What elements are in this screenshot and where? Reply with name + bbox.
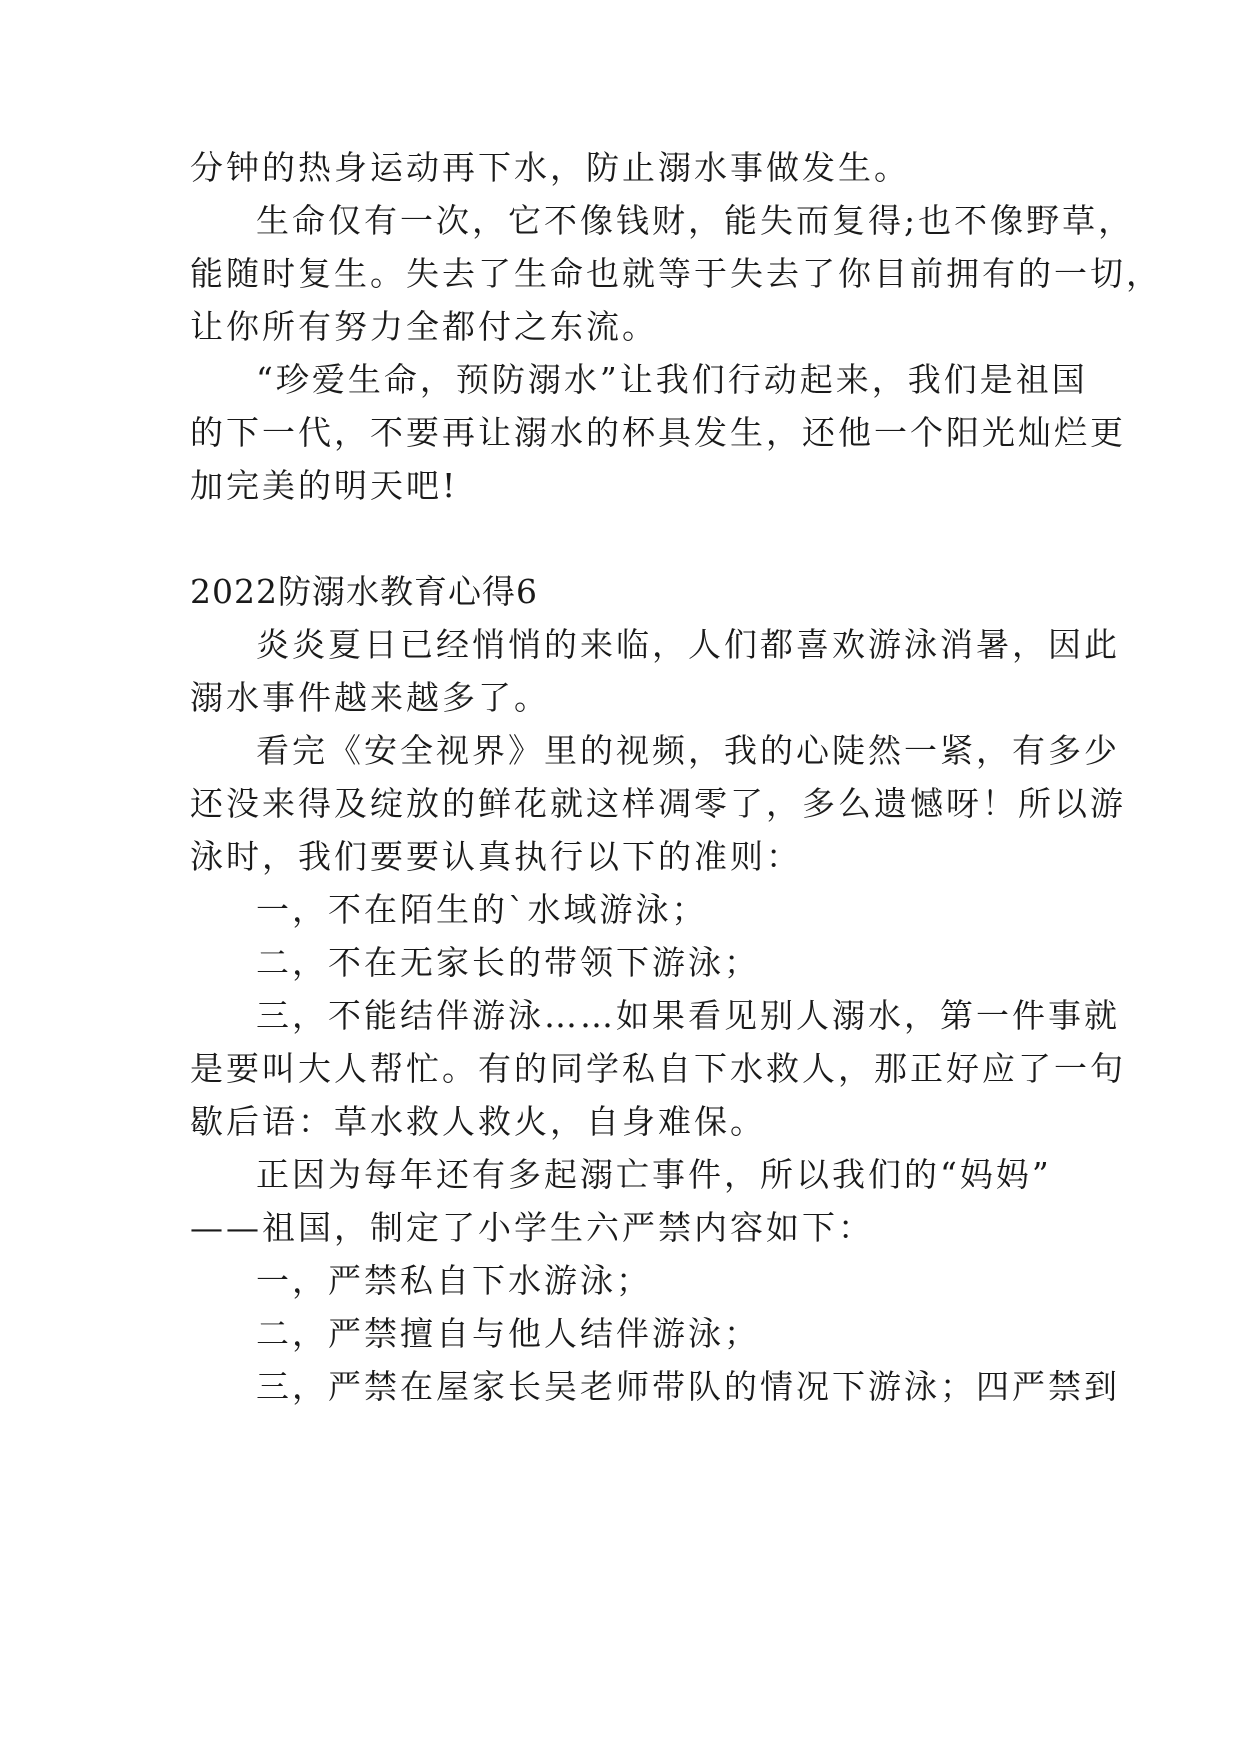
text-line: 加完美的明天吧! (190, 466, 459, 505)
section-heading: 2022防溺水教育心得6 (190, 572, 538, 611)
text-line: 歇后语：草水救人救火，自身难保。 (190, 1102, 766, 1141)
text-line: 二，严禁擅自与他人结伴游泳； (256, 1314, 760, 1353)
text-line: 二，不在无家长的带领下游泳； (256, 943, 760, 982)
text-line: “珍爱生命，预防溺水”让我们行动起来，我们是祖国 (256, 360, 1088, 399)
text-line: 炎炎夏日已经悄悄的来临，人们都喜欢游泳消暑，因此 (256, 625, 1120, 664)
text-line: 分钟的热身运动再下水，防止溺水事做发生。 (190, 148, 910, 187)
text-line: 泳时，我们要要认真执行以下的准则： (190, 837, 802, 876)
text-line: 是要叫大人帮忙。有的同学私自下水救人，那正好应了一句 (190, 1049, 1126, 1088)
text-line: 三，不能结伴游泳……如果看见别人溺水，第一件事就 (256, 996, 1120, 1035)
text-line: 看完《安全视界》里的视频，我的心陡然一紧，有多少 (256, 731, 1120, 770)
text-line: 溺水事件越来越多了。 (190, 678, 550, 717)
text-line: ——祖国，制定了小学生六严禁内容如下： (190, 1208, 874, 1247)
text-line: 能随时复生。失去了生命也就等于失去了你目前拥有的一切， (190, 254, 1162, 293)
text-line: 让你所有努力全都付之东流。 (190, 307, 658, 346)
text-line: 一，严禁私自下水游泳； (256, 1261, 652, 1300)
text-line: 三，严禁在屋家长吴老师带队的情况下游泳；四严禁到 (256, 1367, 1120, 1406)
text-line: 正因为每年还有多起溺亡事件，所以我们的“妈妈” (256, 1155, 1052, 1194)
text-line: 生命仅有一次，它不像钱财，能失而复得;也不像野草， (256, 201, 1135, 240)
text-line: 还没来得及绽放的鲜花就这样凋零了，多么遗憾呀！所以游 (190, 784, 1126, 823)
text-line: 一，不在陌生的`水域游泳； (256, 890, 708, 929)
text-line: 的下一代，不要再让溺水的杯具发生，还他一个阳光灿烂更 (190, 413, 1126, 452)
